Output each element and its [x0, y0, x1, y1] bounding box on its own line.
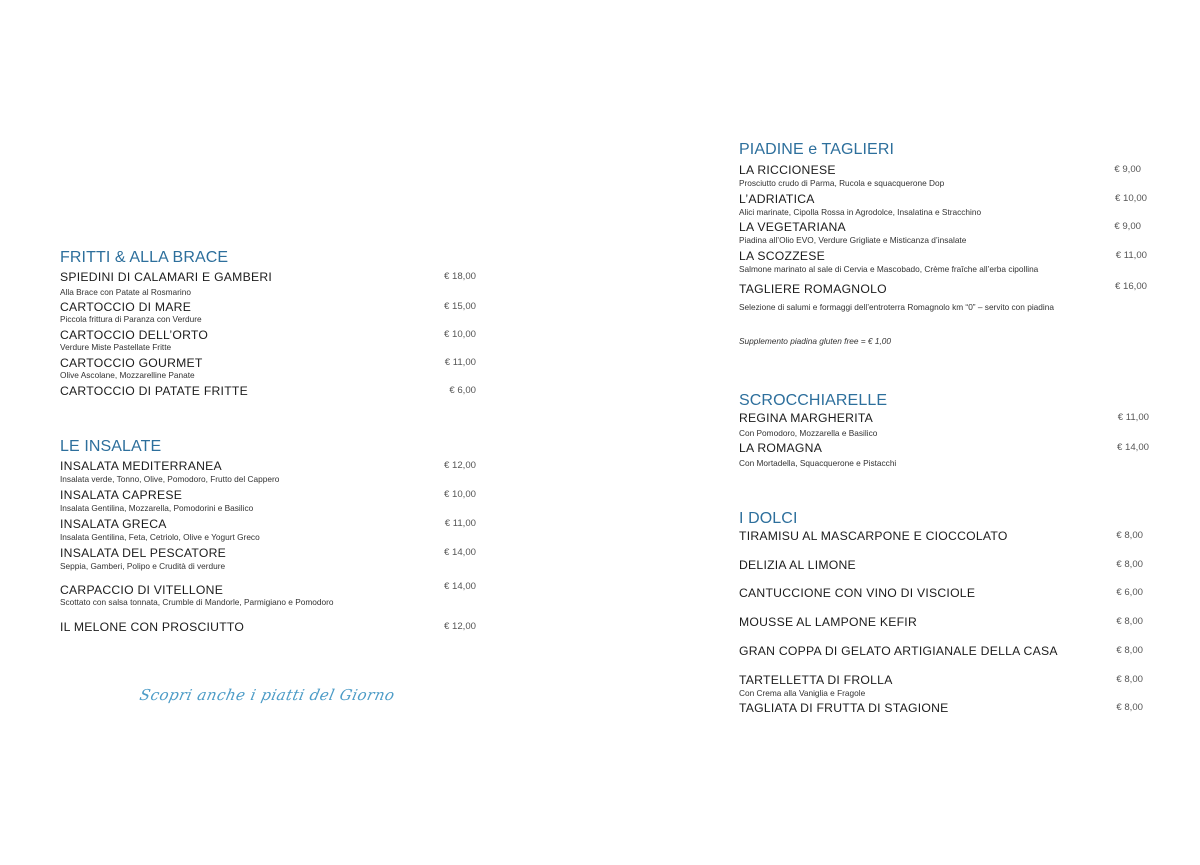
item-name: IL MELONE CON PROSCIUTTO	[60, 620, 245, 634]
item-name: CANTUCCIONE CON VINO DI VISCIOLE	[739, 586, 976, 600]
item-name: LA RICCIONESE	[739, 163, 836, 177]
section-title: LE INSALATE	[60, 438, 162, 455]
item-desc: Insalata Gentilina, Feta, Cetriolo, Olive e Yogurt Greco	[60, 532, 260, 542]
item-desc: Con Pomodoro, Mozzarella e Basilico	[739, 428, 878, 438]
item-desc: Scottato con salsa tonnata, Crumble di Mandorle, Parmigiano e Pomodoro	[60, 597, 334, 607]
item-desc: Piccola frittura di Paranza con Verdure	[60, 314, 202, 324]
section-piadine	[739, 141, 1147, 351]
item-name: INSALATA MEDITERRANEA	[60, 459, 222, 473]
section-dolci	[739, 510, 1143, 720]
item-name: GRAN COPPA DI GELATO ARTIGIANALE DELLA CASA	[739, 644, 1058, 658]
item-name: SPIEDINI DI CALAMARI E GAMBERI	[60, 270, 273, 284]
item-price: € 8,00	[1116, 530, 1143, 541]
item-price: € 9,00	[1114, 164, 1141, 175]
item-price: € 9,00	[1114, 221, 1141, 232]
section-title: I DOLCI	[739, 510, 798, 527]
item-price: € 8,00	[1116, 645, 1143, 656]
item-name: L’ADRIATICA	[739, 192, 815, 206]
item-price: € 16,00	[1114, 281, 1147, 292]
item-desc: Insalata Gentilina, Mozzarella, Pomodorini e Basilico	[60, 503, 254, 513]
item-name: LA ROMAGNA	[739, 441, 823, 455]
item-desc: Prosciutto crudo di Parma, Rucola e squacquerone Dop	[739, 178, 945, 188]
item-price: € 14,00	[443, 581, 476, 592]
item-name: CARTOCCIO DI MARE	[60, 300, 192, 314]
item-price: € 15,00	[443, 301, 476, 312]
item-price: € 11,00	[1115, 250, 1147, 261]
item-desc: Salmone marinato al sale di Cervia e Mascobado, Crème fraîche all’erba cipollina	[739, 264, 1039, 274]
item-name: CARTOCCIO DELL’ORTO	[60, 328, 209, 342]
section-title: FRITTI & ALLA BRACE	[60, 249, 229, 266]
item-name: DELIZIA AL LIMONE	[739, 558, 856, 572]
item-desc: Verdure Miste Pastellate Fritte	[60, 342, 172, 352]
item-price: € 11,00	[1117, 412, 1149, 423]
item-desc: Insalata verde, Tonno, Olive, Pomodoro, Frutto del Cappero	[60, 474, 280, 484]
item-name: LA VEGETARIANA	[739, 220, 846, 234]
item-desc: Piadina all’Olio EVO, Verdure Grigliate e Misticanza d’insalate	[739, 235, 967, 245]
item-name: INSALATA DEL PESCATORE	[60, 546, 227, 560]
item-name: INSALATA GRECA	[60, 517, 167, 531]
item-price: € 12,00	[443, 460, 476, 471]
item-name: CARTOCCIO GOURMET	[60, 356, 203, 370]
section-title: PIADINE e TAGLIERI	[739, 141, 895, 158]
item-name: MOUSSE AL LAMPONE KEFIR	[739, 615, 917, 629]
item-price: € 14,00	[1116, 442, 1149, 453]
item-desc: Con Crema alla Vaniglia e Fragole	[739, 688, 866, 698]
section-scrocchiarelle	[739, 392, 1149, 472]
item-price: € 14,00	[443, 547, 476, 558]
item-price: € 8,00	[1116, 559, 1143, 570]
item-name: TIRAMISU AL MASCARPONE E CIOCCOLATO	[739, 529, 1008, 543]
item-price: € 8,00	[1116, 674, 1143, 685]
item-name: LA SCOZZESE	[739, 249, 826, 263]
item-desc: Con Mortadella, Squacquerone e Pistacchi	[739, 458, 897, 468]
item-price: € 18,00	[443, 271, 476, 282]
item-name: TAGLIATA DI FRUTTA DI STAGIONE	[739, 701, 949, 715]
item-price: € 10,00	[1114, 193, 1147, 204]
item-desc: Alla Brace con Patate al Rosmarino	[60, 287, 191, 297]
item-desc: Alici marinate, Cipolla Rossa in Agrodolce, Insalatina e Stracchino	[739, 207, 982, 217]
item-name: INSALATA CAPRESE	[60, 488, 183, 502]
item-price: € 6,00	[449, 385, 476, 396]
item-name: TARTELLETTA DI FROLLA	[739, 673, 893, 687]
section-fritti	[60, 249, 476, 409]
section-insalate	[60, 438, 476, 638]
daily-specials-note: Scopri anche i piatti del Giorno	[138, 686, 397, 704]
item-price: € 8,00	[1116, 616, 1143, 627]
item-name: TAGLIERE ROMAGNOLO	[739, 282, 887, 296]
item-desc: Olive Ascolane, Mozzarelline Panate	[60, 370, 195, 380]
item-price: € 8,00	[1116, 702, 1143, 713]
gluten-free-note: Supplemento piadina gluten free = € 1,00	[739, 336, 891, 346]
item-name: CARPACCIO DI VITELLONE	[60, 583, 224, 597]
item-name: REGINA MARGHERITA	[739, 411, 874, 425]
item-price: € 10,00	[443, 489, 476, 500]
section-title: SCROCCHIARELLE	[739, 392, 888, 409]
item-desc: Selezione di salumi e formaggi dell’entroterra Romagnolo km “0” – servito con piadina	[739, 302, 1054, 312]
item-price: € 10,00	[443, 329, 476, 340]
item-name: CARTOCCIO DI PATATE FRITTE	[60, 384, 248, 398]
item-price: € 11,00	[444, 357, 476, 368]
item-price: € 6,00	[1116, 587, 1143, 598]
item-price: € 11,00	[444, 518, 476, 529]
item-price: € 12,00	[443, 621, 476, 632]
item-desc: Seppia, Gamberi, Polipo e Crudità di verdure	[60, 561, 226, 571]
